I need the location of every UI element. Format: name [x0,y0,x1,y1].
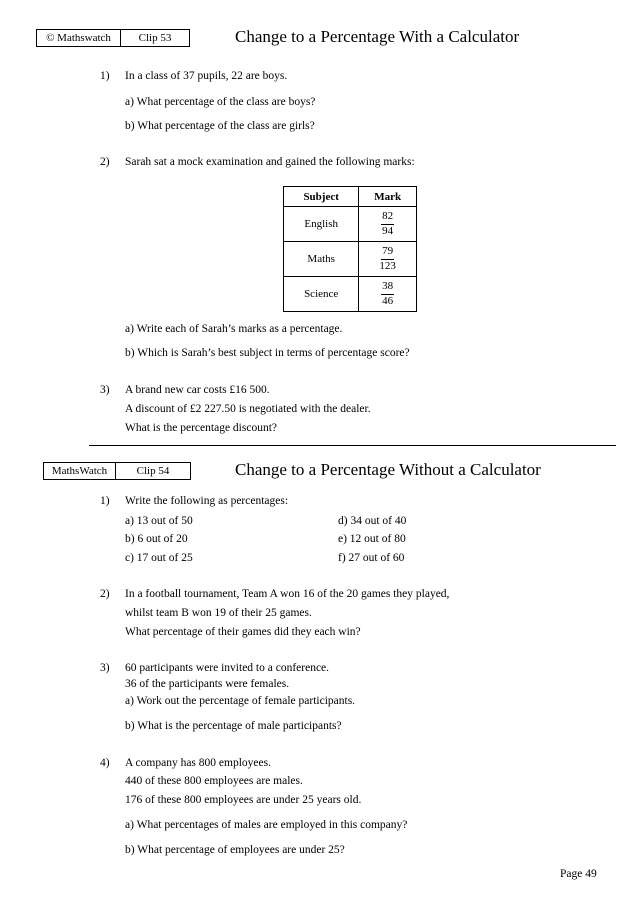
mark-cell [359,207,417,242]
q54-2-line-2: whilst team B won 19 of their 25 games. [125,607,312,619]
q54-3-line-2: 36 of the participants were females. [125,678,290,690]
clip53-tag [36,29,190,47]
q53-1-part-b: b) What percentage of the class are girls? [125,120,315,132]
q54-4-part-a: a) What percentages of males are employed in this company? [125,819,408,831]
section-divider [89,445,616,446]
subject-cell: Science [284,277,359,312]
table-header-row [284,187,417,207]
subject-cell: English [284,207,359,242]
q53-1-number: 1) [100,70,110,82]
mark-cell [359,242,417,277]
table-row [284,242,417,277]
q53-1-line-1: In a class of 37 pupils, 22 are boys. [125,70,288,82]
mark-fraction [381,211,394,237]
q54-3-line-1: 60 participants were invited to a conference. [125,662,330,674]
table-row [284,207,417,242]
q54-1-item-b: b) 6 out of 20 [125,533,188,545]
clip54-tag-clip: Clip 54 [115,463,190,479]
mark-numerator: 82 [381,211,394,225]
mark-numerator: 79 [381,246,394,260]
clip54-title: Change to a Percentage Without a Calculator [235,460,541,479]
clip53-tag-clip: Clip 53 [120,30,189,46]
mark-numerator: 38 [381,281,394,295]
q53-2-part-b: b) Which is Sarah’s best subject in terms of percentage score? [125,347,410,359]
q54-4-line-3: 176 of these 800 employees are under 25 years old. [125,794,362,806]
q54-2-line-1: In a football tournament, Team A won 16 of the 20 games they played, [125,588,450,600]
q54-1-number: 1) [100,495,110,507]
q54-3-part-a: a) Work out the percentage of female participants. [125,695,356,707]
marks-table [283,186,417,312]
q54-3-part-b: b) What is the percentage of male participants? [125,720,342,732]
mark-cell [359,277,417,312]
q53-3-line-3: What is the percentage discount? [125,422,277,434]
q54-4-line-2: 440 of these 800 employees are males. [125,775,303,787]
q53-3-line-2: A discount of £2 227.50 is negotiated with the dealer. [125,403,371,415]
mark-denominator: 46 [382,295,394,307]
q53-2-number: 2) [100,156,110,168]
mark-fraction [379,246,396,272]
q54-2-line-3: What percentage of their games did they each win? [125,626,361,638]
q53-3-line-1: A brand new car costs £16 500. [125,384,270,396]
mark-fraction [381,281,394,307]
clip53-title: Change to a Percentage With a Calculator [235,27,520,46]
q54-2-number: 2) [100,588,110,600]
q53-2-line-1: Sarah sat a mock examination and gained the following marks: [125,156,415,168]
table-header-subject: Subject [284,187,359,207]
q54-1-item-a: a) 13 out of 50 [125,515,193,527]
q54-1-item-d: d) 34 out of 40 [338,515,407,527]
clip54-tag [43,462,191,480]
q54-1-item-f: f) 27 out of 60 [338,552,405,564]
q53-2-part-a: a) Write each of Sarah’s marks as a percentage. [125,323,343,335]
q53-1-part-a: a) What percentage of the class are boys? [125,96,316,108]
q54-4-line-1: A company has 800 employees. [125,757,271,769]
q54-3-number: 3) [100,662,110,674]
q54-4-part-b: b) What percentage of employees are under 25? [125,844,345,856]
clip54-tag-source: MathsWatch [51,465,108,477]
table-row [284,277,417,312]
q54-1-item-c: c) 17 out of 25 [125,552,193,564]
mark-denominator: 94 [382,225,394,237]
table-header-mark: Mark [359,187,417,207]
mark-denominator: 123 [379,260,396,272]
q54-1-item-e: e) 12 out of 80 [338,533,406,545]
clip53-tag-source: © Mathswatch [46,32,111,44]
q54-4-number: 4) [100,757,110,769]
page-number: Page 49 [560,868,597,880]
subject-cell: Maths [284,242,359,277]
q54-1-line-1: Write the following as percentages: [125,495,289,507]
q53-3-number: 3) [100,384,110,396]
